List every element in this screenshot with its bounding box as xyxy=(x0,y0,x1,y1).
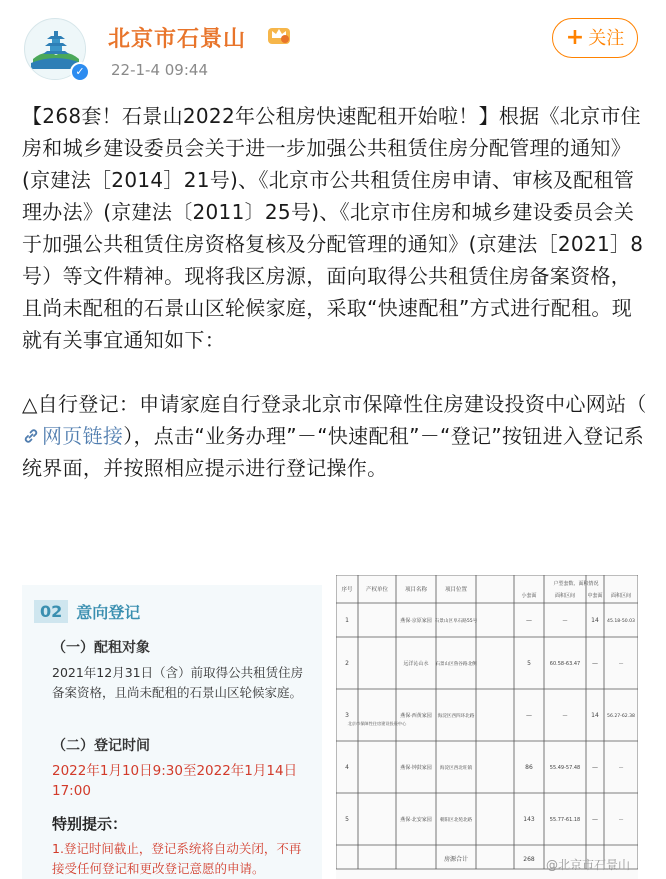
post-timestamp: 22-1-4 09:44 xyxy=(111,61,208,79)
table-header: 项目位置 xyxy=(444,587,468,593)
web-link[interactable] xyxy=(22,424,123,448)
section-number: 02 xyxy=(34,600,68,623)
table-row-location: 海淀区西四环北路 xyxy=(437,714,475,719)
table-row-small-area: 55.49-57.48 xyxy=(549,765,581,771)
paragraph-2-text-after: ），点击“业务办理”－“快速配租”－“登记”按钮进入登记系统界面，并按照相应提示进行登记操作。 xyxy=(22,424,645,480)
table-header: 产权单位 xyxy=(365,587,389,593)
table-row-small-count: — xyxy=(526,712,532,719)
section-title: 意向登记 xyxy=(76,602,141,622)
crown-badge-icon xyxy=(266,22,292,46)
post-paragraph-1: 【268套！石景山2022年公租房快速配租开始啦！】根据《北京市住房和城乡建设委员会关于进一步加强公共租赁住房分配管理的通知》(京建法［2014］21号)、《北京市公共租赁住房申请、审核及配租管理办法》(京建法〔2011〕25号)、《北京市住房和城乡建设委员会关于加强公共租赁住房资格复核及分配管理的通知》(京建法［2021］8号）等文件精神。现将我区房源，面向取得公共租赁住房备案资格，且尚未配租的石景山区轮候家庭，采取“快速配租”方式进行配租。现就有关事宜通知如下： xyxy=(22,104,644,352)
table-row-mid-count: — xyxy=(592,764,598,771)
paragraph-2-text-before: △自行登记：申请家庭自行登录北京市保障性住房建设投资中心网站（ xyxy=(22,392,647,416)
housing-table xyxy=(336,575,638,879)
table-header: 序号 xyxy=(341,587,353,593)
notice-section-header xyxy=(34,597,140,625)
table-row-location: 朝阳区北苑北路 xyxy=(439,818,473,823)
target-text: 2021年12月31日（含）前取得公共租赁住房备案资格，且尚未配租的石景山区轮候家庭。 xyxy=(52,665,304,700)
verified-badge-icon: ✓ xyxy=(70,62,90,82)
table-row-mid-count: 14 xyxy=(591,617,599,624)
table-row-small-area: — xyxy=(562,713,568,719)
table-header: 面积区间 xyxy=(554,593,576,599)
table-header: 小套面 xyxy=(521,593,537,599)
link-icon xyxy=(22,427,40,445)
table-row-mid-area: — xyxy=(618,662,624,667)
table-row-project: 燕保·西黄家园 xyxy=(400,713,432,719)
tip-heading: 特别提示： xyxy=(52,815,128,833)
table-row-small-count: — xyxy=(526,617,532,624)
table-row-mid-count: — xyxy=(592,660,598,667)
table-row-mid-count: 14 xyxy=(591,712,599,719)
table-row-small-count: 5 xyxy=(527,660,531,667)
table-row-small-count: 86 xyxy=(525,764,533,771)
table-total-value: 268 xyxy=(523,856,535,863)
table-row-location: 石景山区阜石路55号 xyxy=(434,619,478,624)
post-header xyxy=(0,0,666,90)
table-header: 项目名称 xyxy=(404,587,428,593)
plus-icon: + xyxy=(565,25,585,50)
table-row-small-area: 60.58-63.47 xyxy=(549,661,581,667)
table-header: 中套面 xyxy=(587,593,603,599)
web-link-label: 网页链接 xyxy=(42,424,124,448)
table-header: 面积区间 xyxy=(610,593,632,599)
follow-button[interactable] xyxy=(552,18,638,58)
watermark: @北京市石景山 xyxy=(545,858,630,872)
table-row-number: 3 xyxy=(345,712,349,719)
target-heading: （一）配租对象 xyxy=(52,640,150,656)
table-row-mid-area: 45.18-50.03 xyxy=(607,619,635,624)
table-row-location: 海淀区西北旺镇 xyxy=(439,766,473,771)
table-row-small-count: 143 xyxy=(523,816,535,823)
post-body xyxy=(22,100,648,516)
table-row-number: 4 xyxy=(345,764,349,771)
table-row-mid-count: — xyxy=(592,816,598,823)
table-row-number: 5 xyxy=(345,816,349,823)
post-image-notice[interactable] xyxy=(22,585,322,879)
tip-text: 1.登记时间截止，登记系统将自动关闭，不再接受任何登记和更改登记意愿的申请。 xyxy=(52,841,302,876)
table-row-mid-area: 56.27-62.38 xyxy=(607,714,635,719)
time-text: 2022年1月10日9:30至2022年1月14日17:00 xyxy=(52,763,298,799)
time-heading: （二）登记时间 xyxy=(52,738,150,754)
table-row-mid-area: — xyxy=(618,766,624,771)
table-header: 户型套数、面积情况 xyxy=(553,581,599,587)
table-row-project: 燕保·北安家园 xyxy=(400,817,432,823)
table-row-number: 2 xyxy=(345,660,349,667)
table-row-number: 1 xyxy=(345,617,349,624)
table-row-project: 燕保·京原家园 xyxy=(400,618,432,624)
post-image-table[interactable] xyxy=(336,575,638,879)
table-owner: 北京市保障性住房建设投资中心 xyxy=(347,721,407,726)
table-row-project: 远洋沁山水 xyxy=(403,661,429,667)
post-paragraph-2 xyxy=(22,388,648,484)
table-row-small-area: — xyxy=(562,618,568,624)
table-row-location: 石景山区鲁谷路北侧 xyxy=(435,662,477,667)
table-row-mid-area: — xyxy=(618,818,624,823)
table-total-label: 房源合计 xyxy=(443,856,469,863)
account-name[interactable]: 北京市石景山 xyxy=(108,27,247,52)
table-row-project: 燕保·钟鼓家园 xyxy=(400,765,432,771)
follow-label: 关注 xyxy=(588,28,625,49)
table-row-small-area: 55.77-61.18 xyxy=(549,817,581,823)
